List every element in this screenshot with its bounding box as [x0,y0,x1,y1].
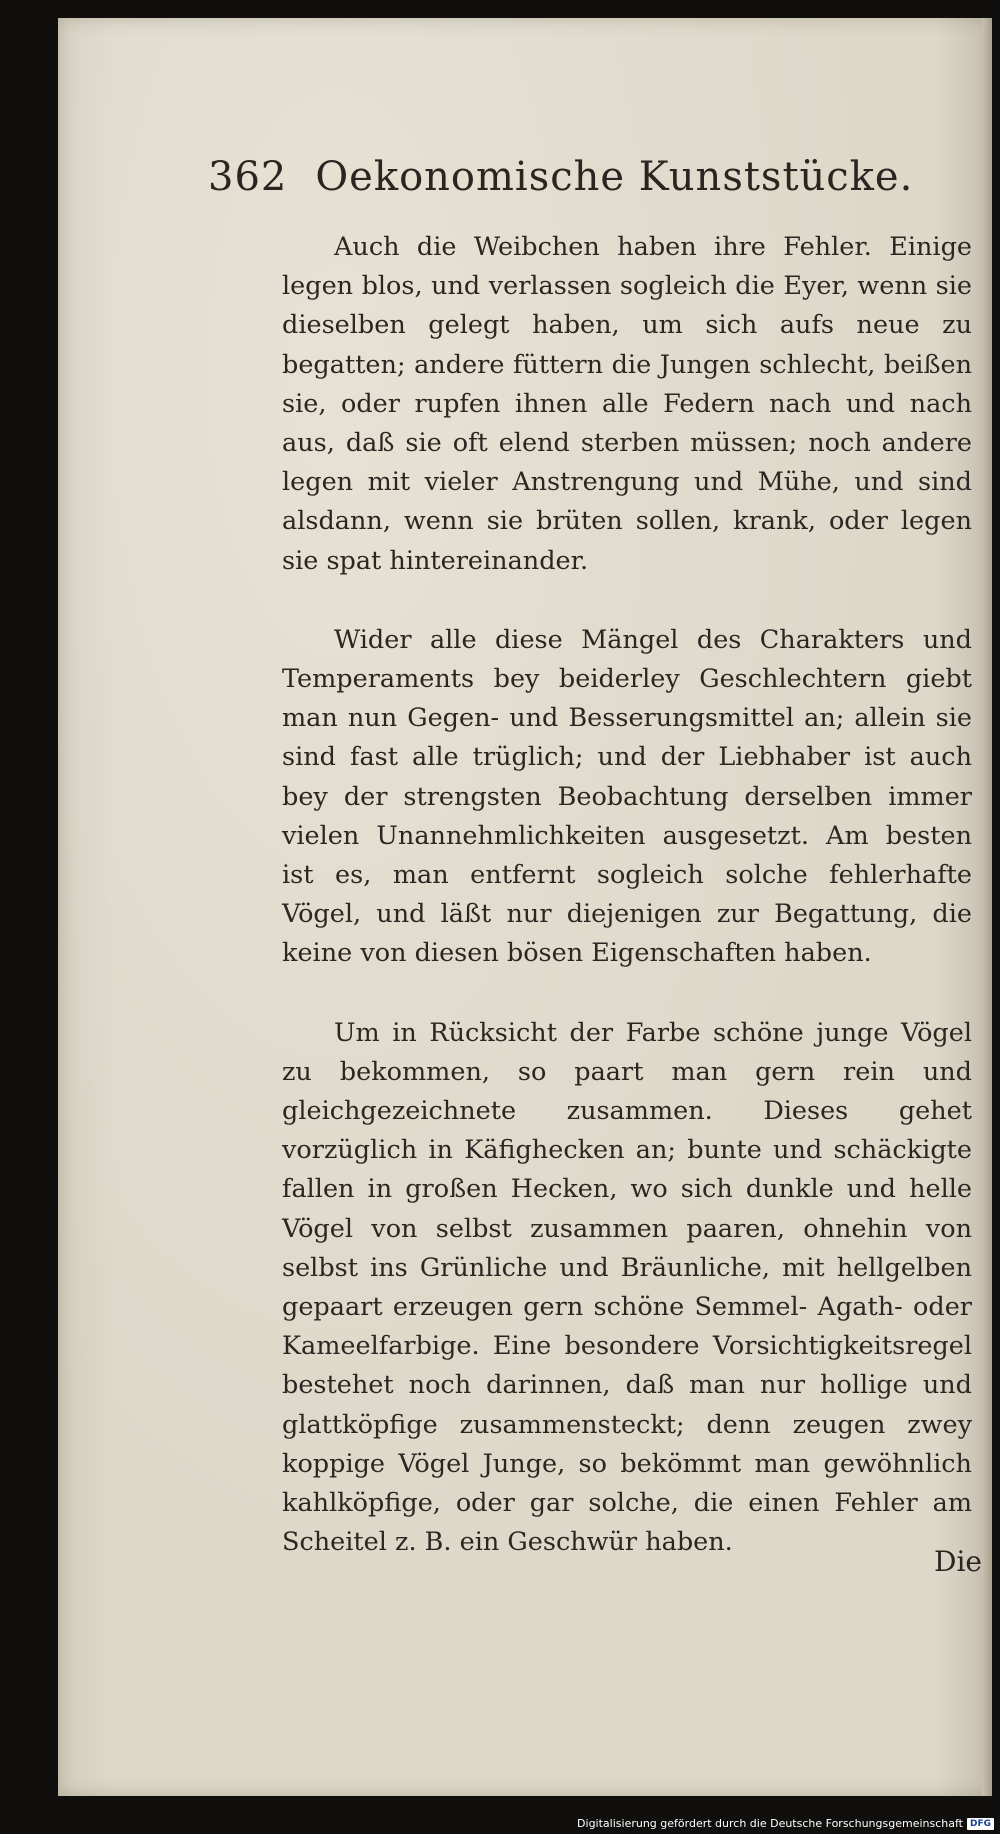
running-title: Oekonomische Kunststücke. [315,154,914,200]
body-text [282,228,972,1563]
credit-text: Digitalisierung gefördert durch die Deutsche Forschungsgemeinschaft [577,1817,963,1830]
paragraph-3: Um in Rücksicht der Farbe schöne junge Vögel zu bekommen, so paart man gern rein und gleichgezeichnete zusammen. Dieses gehet vorzüglich in Käfighecken an; bunte und schäckigte fallen in großen Hecken, wo sich dunkle und helle Vögel von selbst zusammen paaren, ohnehin von selbst ins Grünliche und Bräunliche, mit hellgelben gepaart erzeugen gern schöne Semmel- Agath- oder Kameelfarbige. Eine besondere Vorsichtigkeitsregel bestehet noch darinnen, daß man nur hollige und glattköpfige zusammensteckt; denn zeugen zwey koppige Vögel Junge, so bekömmt man gewöhnlich kahlköpfige, oder gar solche, die einen Fehler am Scheitel z. B. ein Geschwür haben. [282,1017,972,1558]
paragraph-2: Wider alle diese Mängel des Charakters und Temperaments bey beiderley Geschlechtern giebt man nun Gegen- und Besserungsmittel an; allein sie sind fast alle trüglich; und der Liebhaber ist auch bey der strengsten Beobachtung derselben immer vielen Unannehmlichkeiten ausgesetzt. Am besten ist es, man entfernt sogleich solche fehlerhafte Vögel, und läßt nur diejenigen zur Begattung, die keine von diesen bösen Eigenschaften haben. [282,624,972,969]
page-number: 362 [208,154,288,200]
book-page [58,18,992,1796]
digitization-credit [577,1817,994,1830]
running-header [208,154,913,200]
dfg-logo: DFG [967,1818,994,1830]
page-edge [982,18,992,1796]
catchword: Die [934,1545,982,1578]
paragraph-1: Auch die Weibchen haben ihre Fehler. Einige legen blos, und verlassen sogleich die Eyer, wenn sie dieselben gelegt haben, um sich aufs neue zu begatten; andere füttern die Jungen schlecht, beißen sie, oder rupfen ihnen alle Federn nach und nach aus, daß sie oft elend sterben müssen; noch andere legen mit vieler Anstrengung und Mühe, und sind alsdann, wenn sie brüten sollen, krank, oder legen sie spat hintereinander. [282,232,972,576]
